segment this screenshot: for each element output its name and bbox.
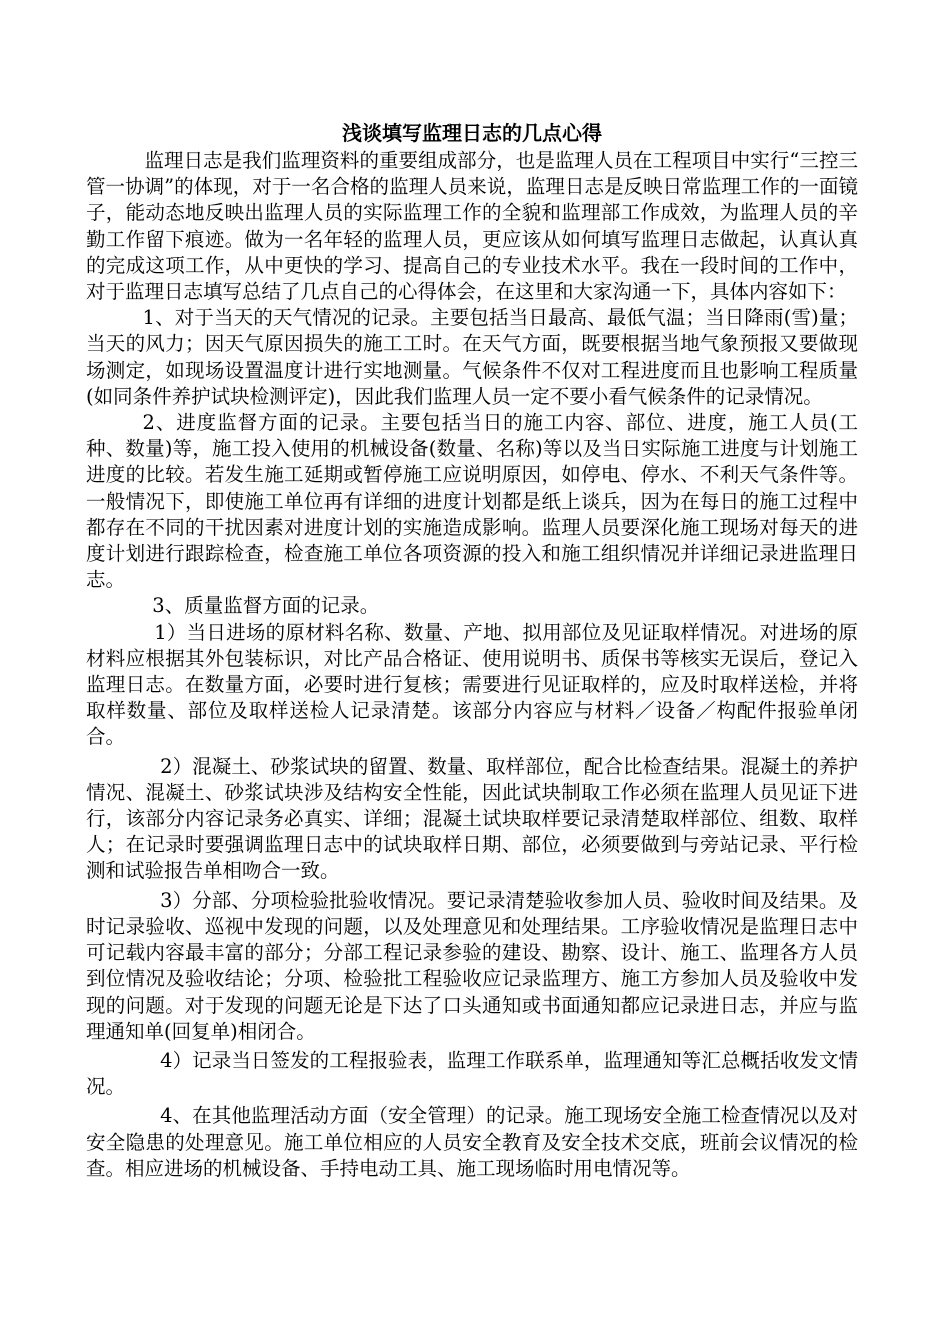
intro-paragraph: 监理日志是我们监理资料的重要组成部分，也是监理人员在工程项目中实行“三控三管一协调”的体现，对于一名合格的监理人员来说，监理日志是反映日常监理工作的一面镜子，能动态地反映出监理人员的实际监理工作的全貌和监理部工作成效，为监理人员的辛勤工作留下痕迹。做为一名年轻的监理人员，更应该从如何填写监理日志做起，认真认真的完成这项工作，从中更快的学习、提高自己的专业技术水平。我在一段时间的工作中，对于监理日志填写总结了几点自己的心得体会，在这里和大家沟通一下，具体内容如下： [86,149,858,304]
concrete-specimen-paragraph: 2）混凝土、砂浆试块的留置、数量、取样部位，配合比检查结果。混凝土的养护情况、混凝土、砂浆试块涉及结构安全性能，因此试块制取工作必须在监理人员见证下进行，该部分内容记录务必真实、详细；混凝土试块取样要记录清楚取样部位、组数、取样人；在记录时要强调监理日志中的试块取样日期、部位，必须要做到与旁站记录、平行检测和试验报告单相吻合一致。 [86,754,858,883]
document-title: 浅谈填写监理日志的几点心得 [342,121,602,145]
progress-record-paragraph: 2、进度监督方面的记录。主要包括当日的施工内容、部位、进度，施工人员(工种、数量)等，施工投入使用的机械设备(数量、名称)等以及当日实际施工进度与计划施工进度的比较。若发生施工延期或暂停施工应说明原因，如停电、停水、不利天气条件等。一般情况下，即使施工单位再有详细的进度计划都是纸上谈兵，因为在每日的施工过程中都存在不同的干扰因素对进度计划的实施造成影响。监理人员要深化施工现场对每天的进度计划进行跟踪检查，检查施工单位各项资源的投入和施工组织情况并详细记录进监理日志。 [86,411,858,592]
weather-record-paragraph: 1、对于当天的天气情况的记录。主要包括当日最高、最低气温；当日降雨(雪)量；当天的风力；因天气原因损失的施工工时。在天气方面，既要根据当地气象预报又要做现场测定，如现场设置温度计进行实地测量。气候条件不仅对工程进度而且也影响工程质量(如同条件养护试块检测评定)，因此我们监理人员一定不要小看气候条件的记录情况。 [86,306,858,408]
inspection-acceptance-paragraph: 3）分部、分项检验批验收情况。要记录清楚验收参加人员、验收时间及结果。及时记录验收、巡视中发现的问题，以及处理意见和处理结果。工序验收情况是监理日志中可记载内容最丰富的部分；分部工程记录参验的建设、勘察、设计、施工、监理各方人员到位情况及验收结论；分项、检验批工程验收应记录监理方、施工方参加人员及验收中发现的问题。对于发现的问题无论是下达了口头通知或书面通知都应记录进日志，并应与监理通知单(回复单)相闭合。 [86,888,858,1043]
materials-record-paragraph: 1）当日进场的原材料名称、数量、产地、拟用部位及见证取样情况。对进场的原材料应根据其外包装标识，对比产品合格证、使用说明书、质保书等核实无误后，登记入监理日志。在数量方面，必要时进行复核；需要进行见证取样的，应及时取样送检，并将取样数量、部位及取样送检人记录清楚。该部分内容应与材料／设备／构配件报验单闭合。 [86,620,858,749]
quality-record-heading: 3、质量监督方面的记录。 [152,594,380,618]
document-page [86,116,858,1182]
document-issuance-paragraph: 4）记录当日签发的工程报验表，监理工作联系单，监理通知等汇总概括收发文情况。 [86,1048,858,1099]
safety-management-paragraph: 4、在其他监理活动方面（安全管理）的记录。施工现场安全施工检查情况以及对安全隐患的处理意见。施工单位相应的人员安全教育及安全技术交底，班前会议情况的检查。相应进场的机械设备、手持电动工具、施工现场临时用电情况等。 [86,1104,858,1180]
